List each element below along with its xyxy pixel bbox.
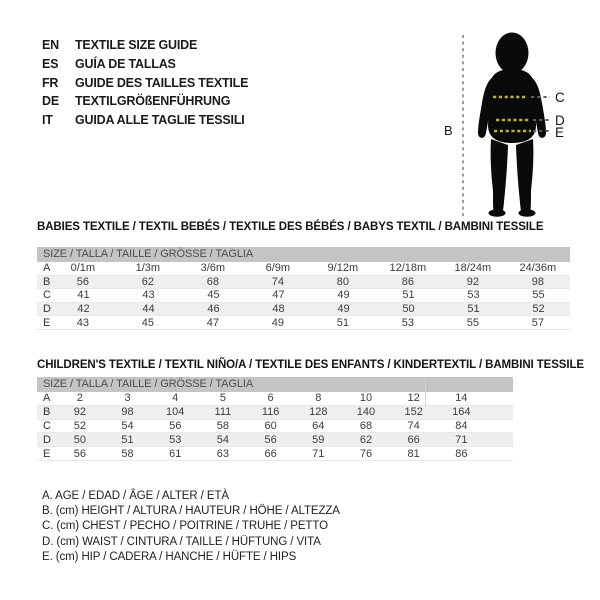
table-cell: 55 <box>532 289 545 302</box>
table-cell: 58 <box>216 419 230 432</box>
table-cell: 42 <box>77 303 90 316</box>
table-cell: 51 <box>336 316 349 329</box>
size-figure <box>433 13 600 225</box>
table-cell: 62 <box>141 275 154 288</box>
table-cell: 46 <box>207 303 220 316</box>
row-label: D <box>43 433 51 446</box>
table-cell: 45 <box>141 316 154 329</box>
table-cell: 52 <box>532 303 545 316</box>
table-cell: 50 <box>402 303 415 316</box>
table-cell: 86 <box>455 447 468 460</box>
selected-size-divider <box>425 378 426 406</box>
table-cell: 3 <box>124 392 131 405</box>
table-cell: 66 <box>264 447 277 460</box>
table-cell: 66 <box>407 433 420 446</box>
language-list <box>42 36 248 129</box>
table-cell: 92 <box>73 406 86 419</box>
table-row <box>37 262 570 276</box>
table-cell: 61 <box>169 447 182 460</box>
table-cell: 71 <box>312 447 325 460</box>
table-row <box>37 276 570 290</box>
table-cell: 49 <box>337 289 350 302</box>
table-cell: 6 <box>267 392 274 405</box>
table-cell: 49 <box>271 316 284 329</box>
table-cell: 12 <box>407 392 420 405</box>
waist-label: D <box>555 113 565 128</box>
row-label: D <box>43 303 51 316</box>
table-cell: 14 <box>455 392 468 405</box>
table-cell: 44 <box>142 303 155 316</box>
row-label: A <box>43 392 51 405</box>
table-row <box>37 316 570 330</box>
table-cell: 71 <box>455 433 468 446</box>
table-cell: 74 <box>271 275 284 288</box>
table-cell: 81 <box>407 447 420 460</box>
table-cell: 2 <box>76 392 83 405</box>
row-label: B <box>43 275 51 288</box>
table-cell: 51 <box>402 289 415 302</box>
chest-label: C <box>555 90 565 105</box>
table-cell: 48 <box>272 303 285 316</box>
table-row <box>37 392 513 406</box>
babies-size-table <box>37 247 570 330</box>
table-cell: 53 <box>467 289 480 302</box>
table-cell: 128 <box>309 406 328 419</box>
table-cell: 152 <box>404 406 423 419</box>
table-cell: 12/18m <box>389 262 427 275</box>
children-size-table <box>37 377 513 461</box>
language-label: TEXTILE SIZE GUIDE <box>75 38 198 53</box>
children-section-title: CHILDREN'S TEXTILE / TEXTIL NIÑO/A / TEXTILE DES ENFANTS / KINDERTEXTIL / BAMBINI TESSILE <box>37 359 584 371</box>
language-item <box>42 111 248 130</box>
table-cell: 84 <box>455 419 468 432</box>
table-cell: 51 <box>121 433 134 446</box>
table-cell: 4 <box>172 392 179 405</box>
table-row <box>37 289 570 303</box>
language-label: GUIDE DES TAILLES TEXTILE <box>75 75 249 90</box>
table-cell: 63 <box>216 447 230 460</box>
table-header: SIZE / TALLA / TAILLE / GRÖSSE / TAGLIA <box>37 247 570 262</box>
table-cell: 74 <box>407 419 420 432</box>
legend-item: D. (cm) WAIST / CINTURA / TAILLE / HÜFTUNG / VITA <box>42 535 321 548</box>
table-cell: 6/9m <box>265 262 291 275</box>
table-cell: 86 <box>401 275 414 288</box>
table-cell: 64 <box>312 419 325 432</box>
table-row <box>37 447 513 461</box>
row-label: E <box>43 316 51 329</box>
table-header: SIZE / TALLA / TAILLE / GRÖSSE / TAGLIA <box>37 377 513 392</box>
language-code: EN <box>42 38 59 53</box>
table-row <box>37 420 513 434</box>
row-label: B <box>43 406 51 419</box>
table-cell: 41 <box>77 289 90 302</box>
table-cell: 98 <box>531 275 544 288</box>
language-item <box>42 73 248 92</box>
table-body <box>37 392 513 461</box>
legend-item: A. AGE / EDAD / ÂGE / ALTER / ETÀ <box>42 490 229 502</box>
table-cell: 52 <box>73 419 86 432</box>
table-cell: 58 <box>121 447 134 460</box>
table-cell: 43 <box>76 316 89 329</box>
language-item <box>42 92 248 111</box>
row-label: C <box>43 419 51 432</box>
table-cell: 56 <box>169 419 182 432</box>
row-label: C <box>43 289 51 302</box>
table-cell: 62 <box>359 433 373 446</box>
table-cell: 164 <box>452 406 471 419</box>
legend-item: E. (cm) HIP / CADERA / HANCHE / HÜFTE / HIPS <box>42 550 297 563</box>
table-cell: 50 <box>73 433 86 446</box>
table-cell: 59 <box>312 433 325 446</box>
language-item <box>42 55 248 74</box>
table-cell: 53 <box>401 316 414 329</box>
table-cell: 56 <box>264 433 277 446</box>
table-cell: 53 <box>169 433 182 446</box>
table-cell: 1/3m <box>135 262 161 275</box>
table-cell: 47 <box>272 289 285 302</box>
language-label: GUÍA DE TALLAS <box>75 57 176 72</box>
table-cell: 0/1m <box>70 262 96 275</box>
table-cell: 54 <box>121 419 134 432</box>
legend-item: B. (cm) HEIGHT / ALTURA / HAUTEUR / HÖHE / ALTEZZA <box>42 505 340 518</box>
hip-label: E <box>555 125 565 140</box>
language-label: TEXTILGRÖßENFÜHRUNG <box>75 94 231 109</box>
table-cell: 56 <box>76 275 89 288</box>
table-cell: 111 <box>214 406 232 419</box>
table-cell: 140 <box>356 406 376 419</box>
table-cell: 8 <box>315 392 322 405</box>
table-cell: 116 <box>261 406 280 419</box>
table-cell: 54 <box>216 433 230 446</box>
table-cell: 80 <box>336 275 349 288</box>
language-label: GUIDA ALLE TAGLIE TESSILI <box>75 113 245 128</box>
row-label: E <box>43 447 51 460</box>
table-cell: 76 <box>359 447 373 460</box>
table-cell: 68 <box>206 275 219 288</box>
table-cell: 24/36m <box>519 262 557 275</box>
table-cell: 3/6m <box>200 262 226 275</box>
legend-item: C. (cm) CHEST / PECHO / POITRINE / TRUHE / PETTO <box>42 520 328 533</box>
measurement-legend <box>42 489 340 565</box>
table-cell: 9/12m <box>327 262 359 275</box>
table-cell: 49 <box>337 303 350 316</box>
row-label: A <box>43 262 51 275</box>
table-cell: 60 <box>264 419 277 432</box>
table-cell: 104 <box>166 406 185 419</box>
table-cell: 18/24m <box>454 262 492 275</box>
table-cell: 57 <box>531 316 544 329</box>
child-silhouette <box>478 33 546 217</box>
table-row <box>37 303 570 317</box>
height-label: B <box>444 123 453 138</box>
table-cell: 98 <box>121 406 134 419</box>
table-body <box>37 262 570 330</box>
table-cell: 55 <box>466 316 479 329</box>
table-row <box>37 406 513 420</box>
babies-section-title: BABIES TEXTILE / TEXTIL BEBÉS / TEXTILE DES BÉBÉS / BABYS TEXTIL / BAMBINI TESSILE <box>37 221 544 233</box>
table-cell: 92 <box>466 275 479 288</box>
table-cell: 10 <box>359 392 373 405</box>
language-item <box>42 36 248 55</box>
table-cell: 5 <box>219 392 226 405</box>
language-code: DE <box>42 94 59 109</box>
table-cell: 47 <box>206 316 219 329</box>
table-row <box>37 433 513 447</box>
table-cell: 45 <box>207 289 220 302</box>
language-code: ES <box>42 57 59 72</box>
table-cell: 43 <box>142 289 155 302</box>
table-cell: 68 <box>359 419 373 432</box>
language-code: IT <box>42 113 53 128</box>
table-cell: 56 <box>73 447 86 460</box>
table-cell: 51 <box>467 303 480 316</box>
language-code: FR <box>42 75 59 90</box>
